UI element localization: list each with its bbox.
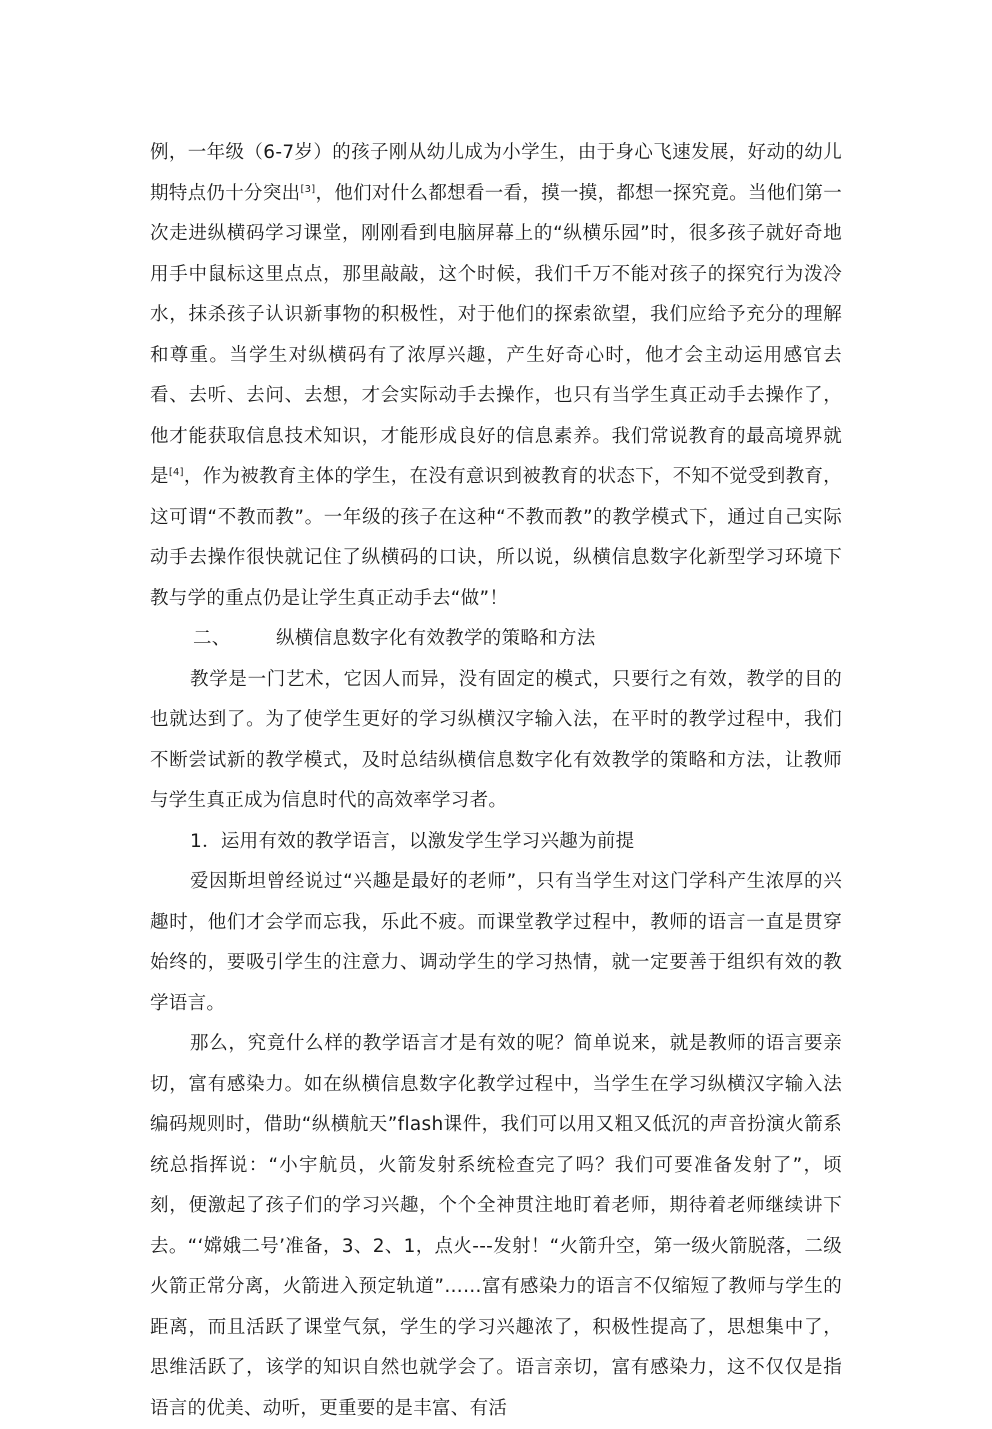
document-body [150,133,842,1429]
paragraph-1-text-c: ，作为被教育主体的学生，在没有意识到被教育的状态下，不知不觉受到教育，这可谓“不教而教”。一年级的孩子在这种“不教而教”的教学模式下，通过自己实际动手去操作很快就记住了纵横码的口诀，所以说，纵横信息数字化新型学习环境下教与学的重点仍是让学生真正动手去“做”！ [150,466,842,609]
subsection-heading-1: 1．运用有效的教学语言，以激发学生学习兴趣为前提 [190,830,635,852]
paragraph-1-text-b: ，他们对什么都想看一看，摸一摸，都想一探究竟。当他们第一次走进纵横码学习课堂，刚刚看到电脑屏幕上的“纵横乐园”时，很多孩子就好奇地用手中鼠标这里点点，那里敲敲，这个时候，我们千万不能对孩子的探究行为泼冷水，抹杀孩子认识新事物的积极性，对于他们的探索欲望，我们应给予充分的理解和尊重。当学生对纵横码有了浓厚兴趣，产生好奇心时，他才会主动运用感官去看、去听、去问、去想，才会实际动手去操作，也只有当学生真正动手去操作了，他才能获取信息技术知识，才能形成良好的信息素养。我们常说教育的最高境界就是 [150,182,843,487]
paragraph-3: 爱因斯坦曾经说过“兴趣是最好的老师”，只有当学生对这门学科产生浓厚的兴趣时，他们才会学而忘我，乐此不疲。而课堂教学过程中，教师的语言一直是贯穿始终的，要吸引学生的注意力、调动学生的学习热情，就一定要善于组织有效的教学语言。 [150,871,842,1014]
section-number: 二、 [193,628,231,649]
paragraph-1-text-a: 例，一年级（6-7岁）的孩子刚从幼儿成为小学生，由于身心飞速发展，好动的幼儿期特点仍十分突出 [150,142,842,204]
section-title: 纵横信息数字化有效教学的策略和方法 [276,628,596,649]
citation-3: [3] [300,183,316,195]
paragraph-4: 那么，究竟什么样的教学语言才是有效的呢？简单说来，就是教师的语言要亲切，富有感染力。如在纵横信息数字化教学过程中，当学生在学习纵横汉字输入法编码规则时，借助“纵横航天”flash课件，我们可以用又粗又低沉的声音扮演火箭系统总指挥说：“小宇航员，火箭发射系统检查完了吗？我们可要准备发射了”，顷刻，便激起了孩子们的学习兴趣，个个全神贯注地盯着老师，期待着老师继续讲下去。“‘嫦娥二号’准备，3、2、1，点火---发射！“火箭升空，第一级火箭脱落，二级火箭正常分离，火箭进入预定轨道”……富有感染力的语言不仅缩短了教师与学生的距离，而且活跃了课堂气氛，学生的学习兴趣浓了，积极性提高了，思想集中了，思维活跃了，该学的知识自然也就学会了。语言亲切，富有感染力，这不仅仅是指语言的优美、动听，更重要的是丰富、有活 [150,1033,842,1419]
section-heading-2 [150,619,842,660]
paragraph-2: 教学是一门艺术，它因人而异，没有固定的模式，只要行之有效，教学的目的也就达到了。为了使学生更好的学习纵横汉字输入法，在平时的教学过程中，我们不断尝试新的教学模式，及时总结纵横信息数字化有效教学的策略和方法，让教师与学生真正成为信息时代的高效率学习者。 [150,668,842,811]
paragraph-1 [150,133,842,619]
citation-4: [4] [168,466,184,478]
